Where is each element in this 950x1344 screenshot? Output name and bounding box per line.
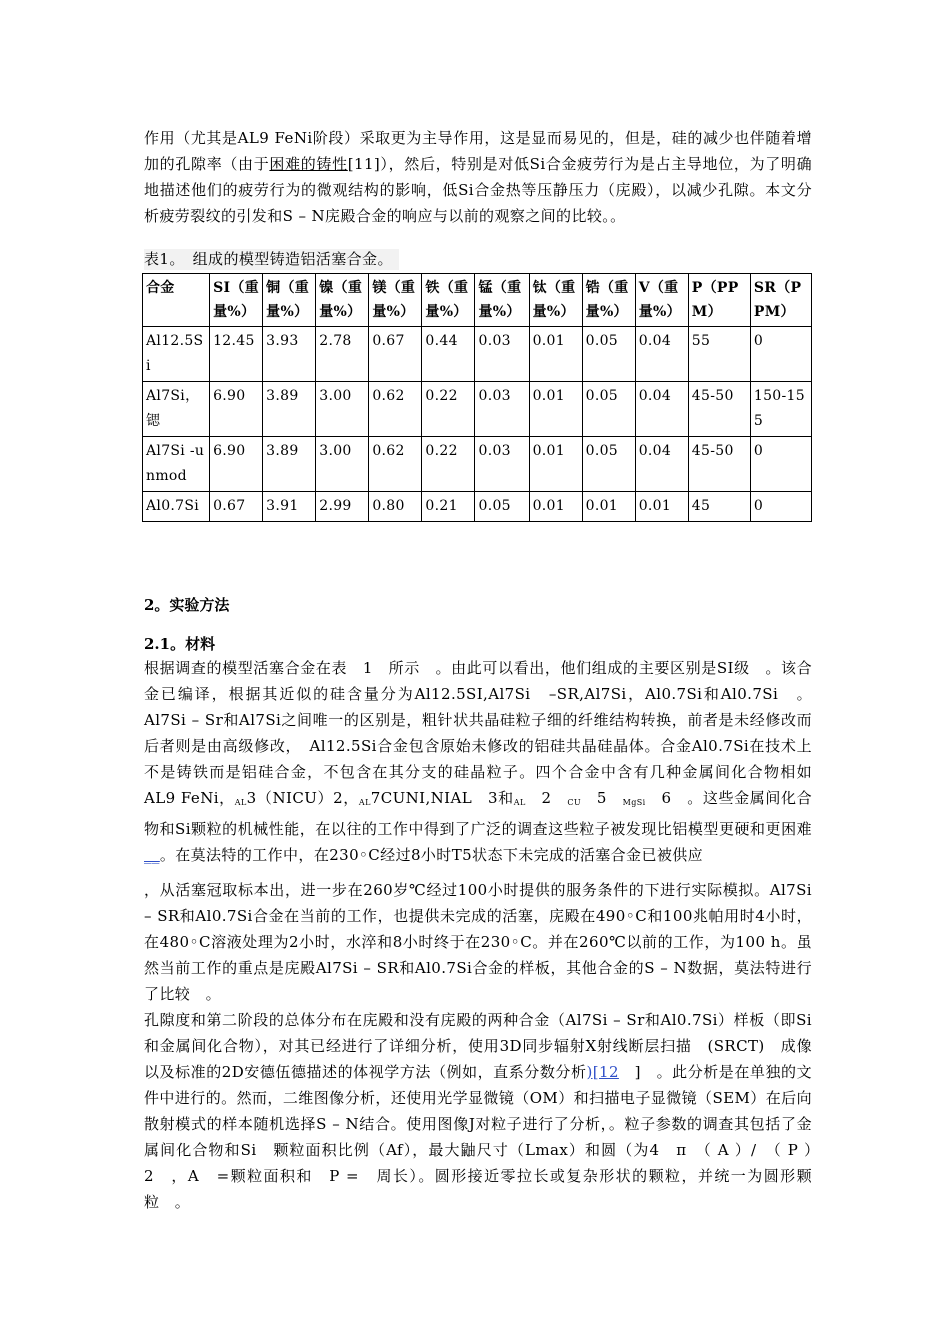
table-cell: 0.62 xyxy=(369,437,422,492)
subscript-al: AL xyxy=(358,798,371,807)
table-header-cell: SR（PPM） xyxy=(750,274,811,327)
table-cell: 0.04 xyxy=(635,382,688,437)
table-cell: Al12.5Si xyxy=(143,327,210,382)
table-cell: 0.05 xyxy=(582,327,635,382)
table-row xyxy=(143,382,812,437)
table-cell: 0.80 xyxy=(369,492,422,522)
table-cell: 3.00 xyxy=(316,382,369,437)
table-cell: 0.05 xyxy=(475,492,529,522)
table-header-row xyxy=(143,274,812,327)
table-cell: 0.01 xyxy=(529,382,582,437)
table-cell: Al7Si -unmod xyxy=(143,437,210,492)
table-row xyxy=(143,492,812,522)
table-cell: 6.90 xyxy=(210,382,263,437)
table-cell: 0.05 xyxy=(582,382,635,437)
section-2-heading: 2。实验方法 xyxy=(144,596,230,614)
table-cell: 150-155 xyxy=(750,382,811,437)
table-header-cell: 铁（重量%） xyxy=(422,274,475,327)
analysis-text-2: ] 。此分析是在单独的文件中进行的。然而，二维图像分析，还使用光学显微镜（OM）和扫描电子显微镜（SEM）在后向散射模式的样本随机选择S – N结合。使用图像J对粒子进行了分析，。粒子参数的调查其包括了金属间化合物和Si 颗粒面积比例（Af），最大鼬尺寸（Lmax）和圆（为4 π （ A ）/ （ P ） 2 ，A =颗粒面积和 P = 周长）。圆形接近零拉长或复杂形状的颗粒，并统一为圆形颗粒 。 xyxy=(144,1063,828,1211)
materials-text-6: 6 。这些金属间化合物和Si颗粒的机械性能，在以往的工作中得到了广泛的调查这些粒子被发现比铝模型更硬和更困难 xyxy=(144,789,813,838)
table-header-cell: P（PPM） xyxy=(688,274,750,327)
section-2-1-heading: 2.1。材料 xyxy=(144,635,216,653)
table-cell: 0.67 xyxy=(210,492,263,522)
subscript-al: AL xyxy=(234,798,247,807)
materials-text-5: 5 xyxy=(580,789,623,807)
subscript-mgsi: MgSi xyxy=(622,798,646,807)
table-cell: 45-50 xyxy=(688,382,750,437)
reference-link-12[interactable]: )[12 xyxy=(586,1063,619,1081)
table-cell: 0.01 xyxy=(635,492,688,522)
materials-text-2: 3（NICU）2， xyxy=(246,789,359,807)
intro-underlined-term: 困难的铸性 xyxy=(269,155,348,173)
table-cell: 0.44 xyxy=(422,327,475,382)
table-cell: 0.62 xyxy=(369,382,422,437)
table-cell: 3.93 xyxy=(263,327,316,382)
table-cell: 0 xyxy=(750,492,811,522)
table-cell: 6.90 xyxy=(210,437,263,492)
table-cell: 12.45 xyxy=(210,327,263,382)
table-cell: 0.03 xyxy=(475,382,529,437)
table-cell: 45 xyxy=(688,492,750,522)
reference-link[interactable]: __ xyxy=(144,846,160,864)
table-cell: 0.03 xyxy=(475,327,529,382)
materials-text-4: 2 xyxy=(525,789,568,807)
table-header-cell: 镁（重量%） xyxy=(369,274,422,327)
subscript-al: AL xyxy=(513,798,526,807)
materials-text-1: 根据调查的模型活塞合金在表 1 所示 。由此可以看出，他们组成的主要区别是SI级 。该合金已编译，根据其近似的硅含量分为Al12.5SI,Al7Si –SR,Al7Si，Al0.7Si和Al0.7Si 。Al7Si – Sr和Al7Si之间唯一的区别是，粗针状共晶硅粒子细的纤维结构转换，前者是未经修改而后者则是由高级修改， Al12.5Si合金包含原始未修改的铝硅共晶硅晶体。合金Al0.7Si在技术上不是铸铁而是铝硅合金，不包含在其分支的硅晶粒子。四个合金中含有几种金属间化合物相如 AL9 FeNi， xyxy=(144,659,828,807)
table-cell: 0.01 xyxy=(529,327,582,382)
table-cell: 3.89 xyxy=(263,382,316,437)
table-cell: 0.04 xyxy=(635,327,688,382)
materials-text-7: 。在莫法特的工作中，在230◦C经过8小时T5状态下未完成的活塞合金已被供应 xyxy=(159,846,704,864)
intro-text-2: [11]），然后，特别是对低Si合金疲劳行为是占主导地位，为了明确地描述他们的疲劳行为的微观结构的影响，低Si合金热等压静压力（庑殿），以减少孔隙。本文分析疲劳裂纹的引发和S – N庑殿合金的响应与以前的观察之间的比较。。 xyxy=(144,155,812,225)
table-header-cell: V（重量%） xyxy=(635,274,688,327)
table-header-cell: 铜（重量%） xyxy=(263,274,316,327)
table-row xyxy=(143,437,812,492)
materials-paragraph-2: ，从活塞冠取标本出，进一步在260岁℃经过100小时提供的服务条件的下进行实际模拟。Al7Si – SR和Al0.7Si合金在当前的工作，也提供未完成的活塞，庑殿在490◦C和100兆帕用时4小时，在480◦C溶液处理为2小时，水淬和8小时终于在230◦C。并在260℃以前的工作，为100 h。虽然当前工作的重点是庑殿Al7Si – SR和Al0.7Si合金的样板，其他合金的S – N数据，莫法特进行了比较 。 xyxy=(144,881,812,1003)
table-cell: 0.67 xyxy=(369,327,422,382)
table-cell: 0.01 xyxy=(582,492,635,522)
subscript-cu: CU xyxy=(567,798,581,807)
table-header-cell: 合金 xyxy=(143,274,210,327)
table-cell: 2.99 xyxy=(316,492,369,522)
materials-paragraph-1 xyxy=(144,655,828,868)
table-cell: 3.91 xyxy=(263,492,316,522)
table-cell: 45-50 xyxy=(688,437,750,492)
table-header-cell: 锰（重量%） xyxy=(475,274,529,327)
table-header-cell: SI（重量%） xyxy=(210,274,263,327)
analysis-text-1: 孔隙度和第二阶段的总体分布在庑殿和没有庑殿的两种合金（Al7Si – Sr和Al0.7Si）样板（即Si和金属间化合物），对其已经进行了详细分析，使用3D同步辐射X射线断层扫描 (SRCT) 成像以及标准的2D安德伍德描述的体视学方法（例如，直系分数分析 xyxy=(144,1011,812,1081)
table-cell: 0 xyxy=(750,327,811,382)
table-cell: 0.01 xyxy=(529,492,582,522)
table-caption: 表1。 组成的模型铸造铝活塞合金。 xyxy=(144,249,399,270)
table-cell: 0.22 xyxy=(422,382,475,437)
table-header-cell: 锆（重量%） xyxy=(582,274,635,327)
composition-table xyxy=(142,273,812,522)
table-cell: 0.05 xyxy=(582,437,635,492)
table-cell: Al0.7Si xyxy=(143,492,210,522)
table-row xyxy=(143,327,812,382)
table-cell: Al7Si，锶 xyxy=(143,382,210,437)
table-cell: 2.78 xyxy=(316,327,369,382)
table-cell: 0.04 xyxy=(635,437,688,492)
materials-paragraph-3 xyxy=(144,1007,828,1215)
intro-paragraph xyxy=(144,125,812,229)
table-cell: 0 xyxy=(750,437,811,492)
table-cell: 55 xyxy=(688,327,750,382)
table-cell: 3.89 xyxy=(263,437,316,492)
table-cell: 0.22 xyxy=(422,437,475,492)
table-cell: 0.03 xyxy=(475,437,529,492)
table-header-cell: 钛（重量%） xyxy=(529,274,582,327)
materials-text-3: 7CUNI,NIAL 3和 xyxy=(370,789,514,807)
intro-text-1: 作用（尤其是AL9 FeNi阶段）采取更为主导作用，这是显而易见的，但是，硅的减少也伴随着增加的孔隙率（由于 xyxy=(144,129,812,173)
table-cell: 0.21 xyxy=(422,492,475,522)
table-header-cell: 镍（重量%） xyxy=(316,274,369,327)
table-cell: 0.01 xyxy=(529,437,582,492)
table-cell: 3.00 xyxy=(316,437,369,492)
